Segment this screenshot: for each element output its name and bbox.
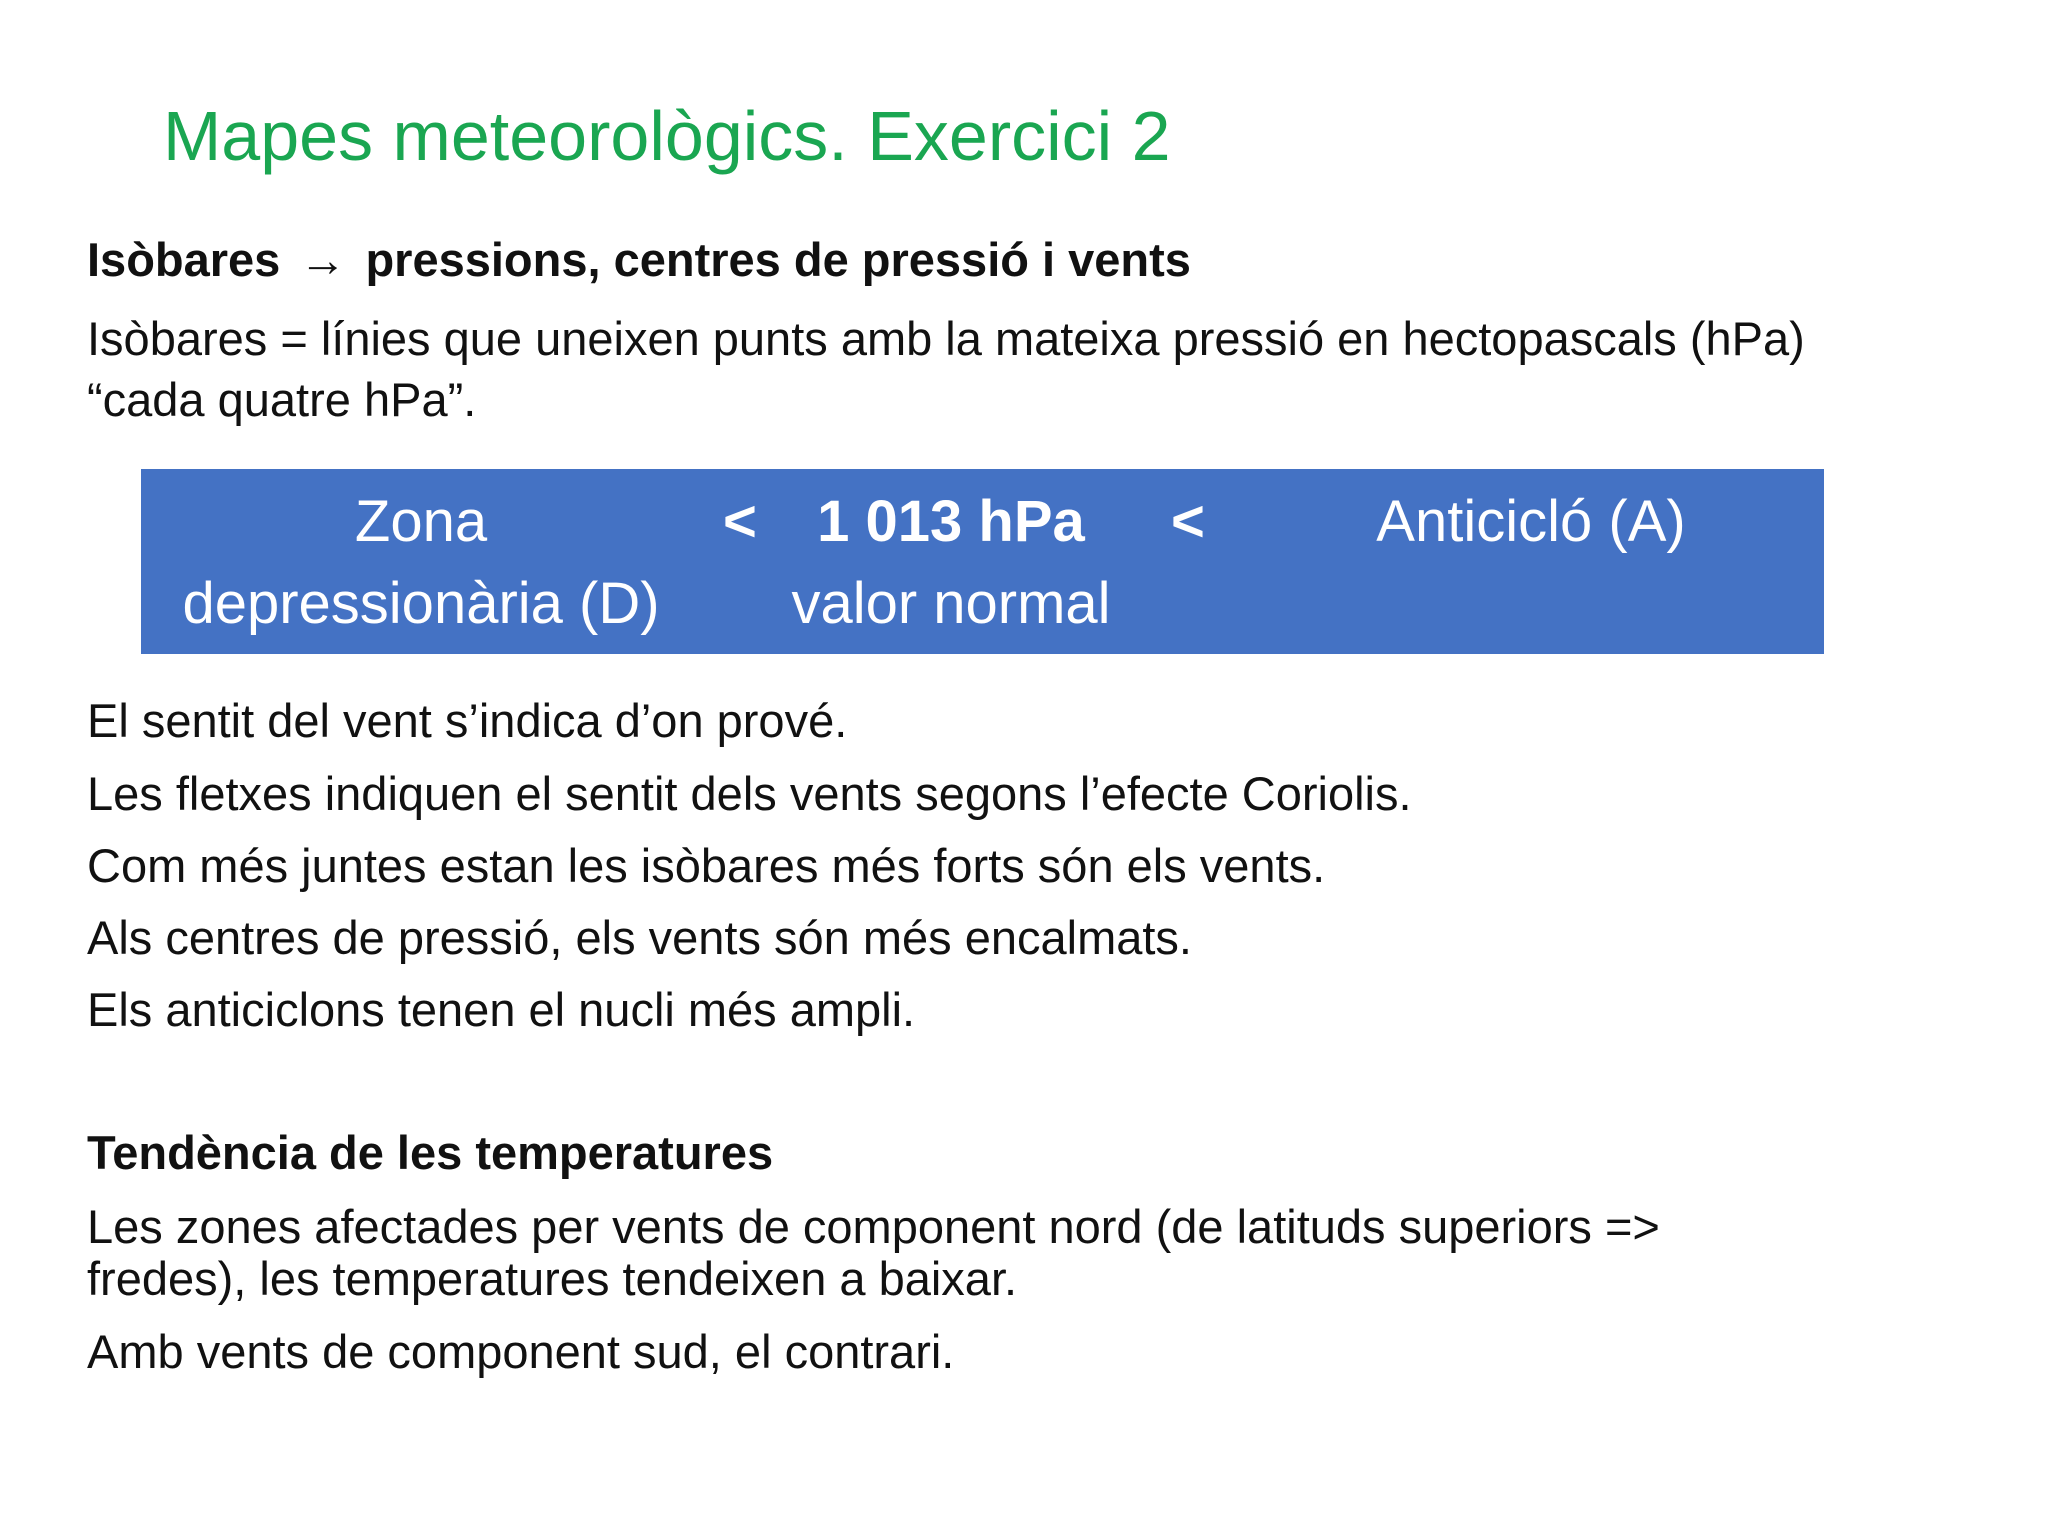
isobars-heading [87,232,1191,288]
pressure-scale-box [141,469,1824,654]
temperature-paragraph-line-2: fredes), les temperatures tendeixen a baixar. [87,1252,1018,1305]
wind-note: Als centres de pressió, els vents són més encalmats. [87,911,1192,964]
normal-pressure-value: 1 013 hPa [817,489,1085,554]
wind-note: Els anticiclons tenen el nucli més ampli. [87,983,916,1036]
less-than-symbol-2: < [1171,489,1205,554]
low-pressure-label-line-1: Zona [354,489,488,554]
isobars-definition-line-2: “cada quatre hPa”. [87,373,477,426]
low-pressure-label-line-2: depressionària (D) [182,571,660,636]
wind-note: Les fletxes indiquen el sentit dels vents segons l’efecte Coriolis. [87,767,1412,820]
isobars-heading-topics: pressions, centres de pressió i vents [365,233,1191,286]
temperature-trend-heading: Tendència de les temperatures [87,1126,774,1179]
isobars-heading-term: Isòbares [87,233,281,286]
less-than-symbol-1: < [723,489,757,554]
temperature-paragraph-2: Amb vents de component sud, el contrari. [87,1325,955,1378]
slide-title: Mapes meteorològics. Exercici 2 [163,97,1171,175]
wind-note: Com més juntes estan les isòbares més forts són els vents. [87,839,1326,892]
wind-note: El sentit del vent s’indica d’on prové. [87,694,848,747]
normal-pressure-caption: valor normal [791,571,1111,636]
temperature-paragraph-line-1: Les zones afectades per vents de component nord (de latituds superiors => [87,1200,1660,1253]
right-arrow-icon: → [299,233,347,286]
high-pressure-label: Anticicló (A) [1376,489,1686,554]
isobars-definition-line-1: Isòbares = línies que uneixen punts amb la mateixa pressió en hectopascals (hPa) [87,312,1805,365]
